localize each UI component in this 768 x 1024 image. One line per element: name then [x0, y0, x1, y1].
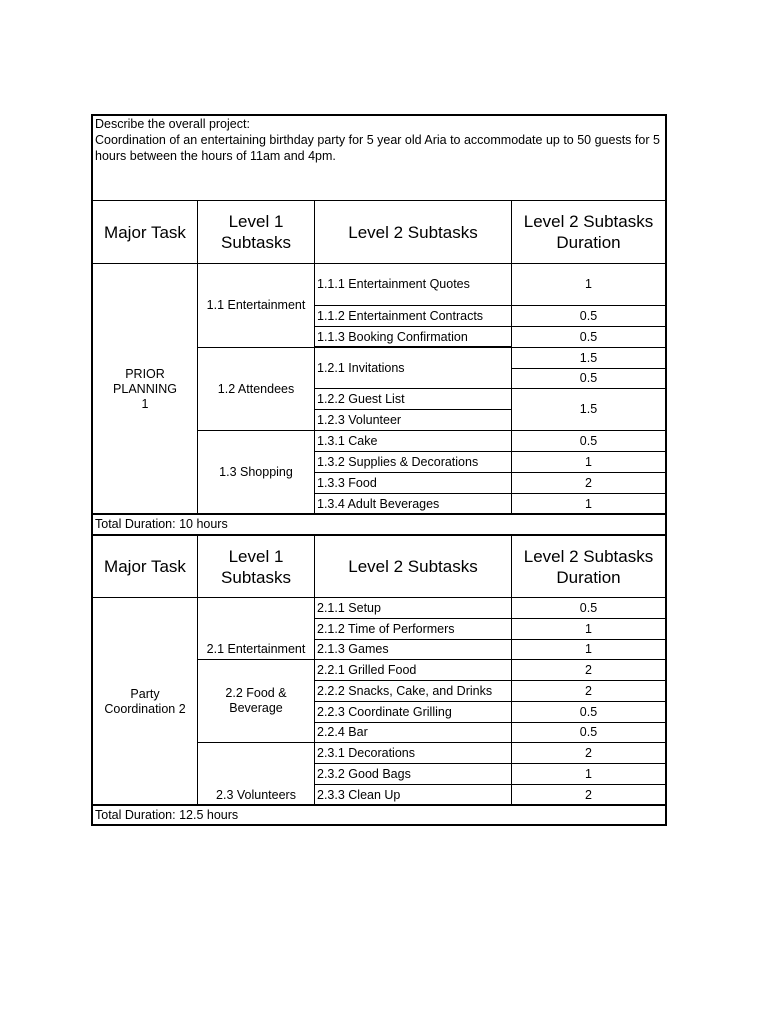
level1-cell: 2.1 Entertainment: [206, 642, 306, 656]
duration-cell: 1.5: [579, 402, 598, 416]
level2-cell: 2.1.2 Time of Performers: [317, 621, 455, 636]
duration-cell: 0.5: [579, 371, 598, 385]
duration-cell: 1: [585, 766, 592, 781]
total-duration: Total Duration: 12.5 hours: [95, 807, 239, 822]
project-description: [93, 116, 665, 200]
header-level2: Level 2 Subtasks: [348, 557, 478, 576]
duration-cell: 2: [585, 787, 592, 802]
level2-cell: 1.2.2 Guest List: [317, 391, 405, 406]
duration-cell: 2: [585, 662, 592, 677]
duration-cell: 0.5: [579, 704, 598, 719]
divider: [314, 200, 315, 514]
header-major-task: Major Task: [104, 222, 186, 242]
duration-cell: 1: [585, 454, 592, 469]
header-level1: Level 1 Subtasks: [221, 212, 291, 252]
project-label: Describe the overall project:: [95, 117, 250, 131]
divider: [511, 200, 512, 514]
header-duration: Level 2 Subtasks Duration: [523, 546, 654, 587]
duration-cell: 0.5: [579, 433, 598, 448]
level2-cell: 2.2.4 Bar: [317, 725, 368, 739]
duration-cell: 2: [585, 745, 592, 760]
major-task-cell: Party Coordination 2: [104, 686, 186, 716]
duration-cell: 1: [585, 496, 592, 511]
duration-cell: 2: [585, 683, 592, 698]
level2-cell: 2.1.3 Games: [317, 642, 389, 656]
duration-cell: 2: [585, 475, 592, 490]
level2-cell: 1.2.1 Invitations: [317, 360, 405, 375]
total-duration: Total Duration: 10 hours: [95, 517, 228, 531]
level2-cell: 1.3.3 Food: [317, 475, 377, 490]
level2-cell: 1.2.3 Volunteer: [317, 412, 402, 427]
level1-cell: 2.2 Food & Beverage: [225, 686, 287, 715]
level2-cell: 2.2.1 Grilled Food: [317, 662, 417, 677]
level1-cell: 1.2 Attendees: [217, 382, 295, 396]
header-duration: Level 2 Subtasks Duration: [523, 212, 654, 252]
level2-cell: 2.2.2 Snacks, Cake, and Drinks: [317, 683, 493, 698]
divider: [314, 535, 315, 805]
level2-cell: 1.1.1 Entertainment Quotes: [317, 277, 470, 291]
level2-cell: 1.3.1 Cake: [317, 433, 378, 448]
header-level1: Level 1 Subtasks: [221, 546, 291, 587]
header-major-task: Major Task: [104, 557, 186, 576]
level2-cell: 2.3.3 Clean Up: [317, 787, 401, 802]
level2-cell: 1.3.4 Adult Beverages: [317, 496, 440, 511]
divider: [511, 535, 512, 805]
wbs-table: [91, 114, 667, 826]
level1-cell: 1.3 Shopping: [219, 465, 293, 479]
duration-cell: 1: [585, 621, 592, 636]
divider: [197, 200, 198, 514]
major-task-cell: PRIOR PLANNING 1: [113, 366, 177, 411]
divider: [197, 535, 198, 805]
level1-cell: 1.1 Entertainment: [206, 298, 306, 312]
level2-cell: 1.3.2 Supplies & Decorations: [317, 454, 479, 469]
duration-cell: 1: [585, 277, 592, 291]
level2-cell: 1.1.3 Booking Confirmation: [317, 329, 468, 344]
level2-cell: 2.3.1 Decorations: [317, 745, 415, 760]
duration-cell: 0.5: [579, 725, 598, 739]
level2-cell: 2.3.2 Good Bags: [317, 766, 411, 781]
duration-cell: 0.5: [579, 329, 598, 344]
duration-cell: 1.5: [579, 350, 598, 365]
duration-cell: 1: [585, 642, 592, 656]
level1-cell: 2.3 Volunteers: [216, 788, 296, 802]
level2-cell: 2.1.1 Setup: [317, 600, 381, 615]
project-description-text: Coordination of an entertaining birthday party for 5 year old Aria to accommodate up to 50 guests for 5 hours between the hours of 11am and 4pm.: [95, 133, 660, 163]
duration-cell: 0.5: [579, 308, 598, 323]
level2-cell: 2.2.3 Coordinate Grilling: [317, 704, 452, 719]
header-level2: Level 2 Subtasks: [348, 222, 478, 242]
duration-cell: 0.5: [579, 600, 598, 615]
level2-cell: 1.1.2 Entertainment Contracts: [317, 308, 484, 323]
